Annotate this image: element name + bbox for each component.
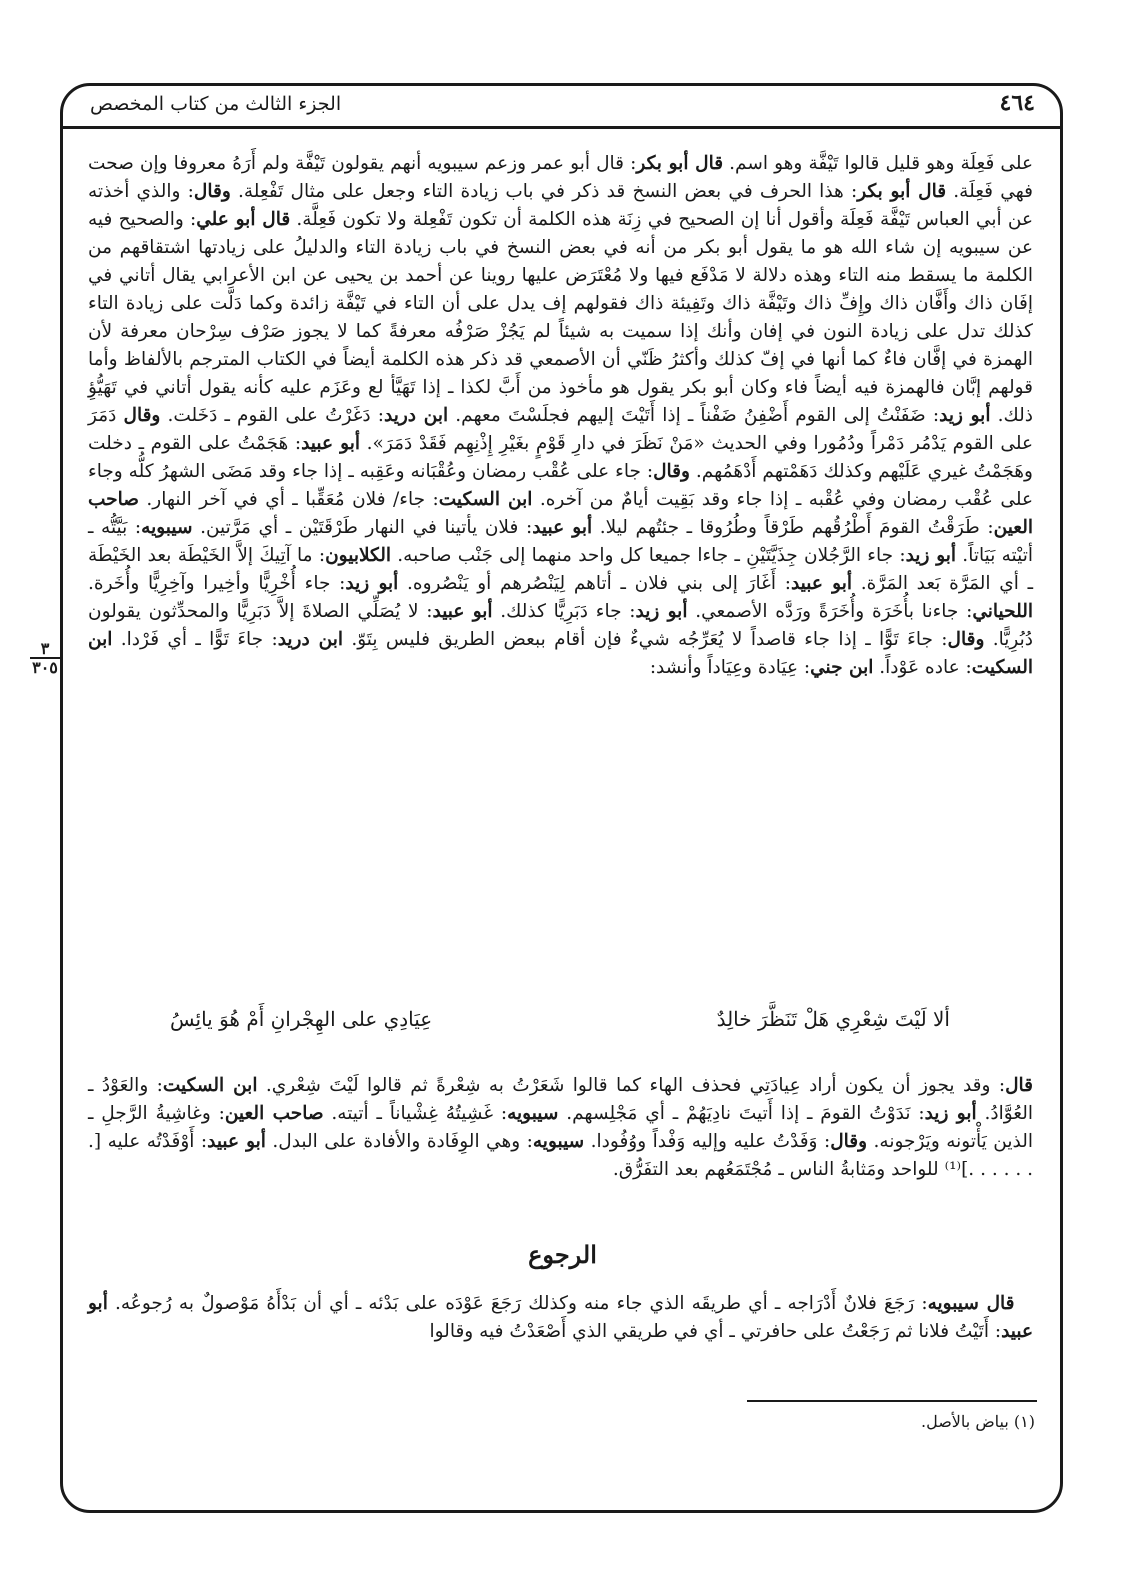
body-paragraph-3: قال سيبويه: رَجَعَ فلانٌ أَدْرَاجه ـ أي طريقَه الذي جاء منه وكذلك رَجَعَ عَوْدَه على بَدْئه ـ أي أن بَدْأَهُ مَوْصولٌ به رُجوعُه. أبو عبيد: أَتَيْتُ فلانا ثم رَجَعْتُ على حافرتي ـ أي في طريقي الذي أَصْعَدْتُ فيه وقالوا xyxy=(88,1293,1033,1342)
margin-ref-volume: ٣ xyxy=(30,640,60,659)
poetry-verse xyxy=(170,1007,950,1031)
page-number: ٤٦٤ xyxy=(999,90,1035,116)
verse-first-hemistich: ألا لَيْتَ شِعْرِي هَلْ تَنَظَّرَ خالِدٌ xyxy=(716,1007,950,1031)
running-title: الجزء الثالث من كتاب المخصص xyxy=(90,93,342,115)
section-heading: الرجوع xyxy=(528,1240,597,1269)
margin-reference xyxy=(30,640,60,676)
verse-second-hemistich: عِيَادِي على الهِجْرانِ أَمْ هُوَ يائِسُ xyxy=(170,1007,433,1031)
margin-ref-page: ٣٠٥ xyxy=(32,658,58,677)
body-paragraph-2: قال: وقد يجوز أن يكون أراد عِيادَتِي فحذف الهاء كما قالوا شَعَرْتُ به شِعْرةً ثم قالوا لَيْتَ شِعْري. ابن السكيت: والعَوْدُ ـ العُوَّادُ. أبو زيد: نَدَوْتُ القومَ ـ إذا أَتيتَ نادِيَهُمْ ـ أي مَجْلِسهم. سيبويه: غَشِيتُهُ غِشْياناً ـ أتيته. صاحب العين: وغاشِيةُ الرَّجلِ ـ الذين يَأْتونه ويَرْجونه. وقال: وَفَدْتُ عليه وإليه وَفْداً ووُفُودا. سيبويه: وهي الوِفَادة والأفادة على البدل. أبو عبيد: أَوْفَدْتُه عليه [. . . . . . .]⁽¹⁾ للواحد ومَثابةُ الناس ـ مُجْتَمَعُهم بعد التفَرُّق. xyxy=(88,1075,1033,1180)
header-rule xyxy=(60,126,1063,129)
footnote-rule xyxy=(747,1400,1037,1402)
body-paragraph-1: على فَعِلَة وهو قليل قالوا تَيْفَّة وهو اسم. قال أبو بكر: قال أبو عمر وزعم سيبويه أنهم يقولون تَيْفَّة ولم أَرَهُ معروفا وإن صحت فهي فَعِلَة. قال أبو بكر: هذا الحرف في بعض النسخ قد ذكر في باب زيادة التاء وجعل على مثال تَفْعِلة. وقال: والذي أخذته عن أبي العباس تَيْفَّة فَعِلَة وأقول أنا إن الصحيح في زِنَة هذه الكلمة أن تكون تَفْعِلة ولا تكون فَعِلَّة. قال أبو علي: والصحيح فيه عن سيبويه إن شاء الله هو ما يقول أبو بكر من أنه في بعض النسخ في باب زيادة التاء والدليلُ على زيادتها اشتقاقهم من الكلمة ما يسقط منه التاء وهذه دلالة لا مَدْفَع فيها ولا مُعْتَرَض عليها روينا عن أحمد بن يحيى عن ابن الأعرابي يقال أتاني في إفَان ذاك وأَفَّان ذاك وإِفِّ ذاك وتَيْفَّة ذاك وتَفِيئة ذاك فقولهم إف يدل على أن التاء في تَيْفَّة زائدة وكما دَلَّت على زيادة التاء كذلك تدل على زيادة النون في إفان وأنك إذا سميت به شيئاً لم يَجُزْ صَرْفُه معرفةً كما لا يجوز صَرْف سِرْحان معرفة لأن الهمزة في إفَّان فاءٌ كما أنها في إفّ كذلك وأكثرُ ظَنّي أن الأصمعي قد ذكر هذه الكلمة أيضاً في الكتاب المترجم بالألفاظ وأما قولهم إبَّان فالهمزة فيه أيضاً فاء وكان أبو بكر يقول هو مأخوذ من أَبَّ لكذا ـ إذا تَهَيَّأ لع وعَزَم عليه كأنه يقول أتاني في تَهَيُّؤِ ذلك. أبو زيد: ضَفَنْتُ إلى القوم أَضْفِنُ ضَفْناً ـ إذا أَتَيْتَ إليهم فجلَسْتَ معهم. ابن دريد: دَغَرْتُ على القوم ـ دَخَلت. وقال دَمَرَ على القوم يَدْمُر دَمْراً ودُمُورا وفي الحديث «مَنْ نَظَرَ في دارِ قَوْمٍ بغَيْرِ إِذْنِهِم فَقَدْ دَمَرَ». أبو عبيد: هَجَمْتُ على القوم ـ دخلت وهَجَمْتُ غيري عَلَيْهم وكذلك دَهَمْتهم أَدْهَمُهم. وقال: جاء على عُقْب رمضان وعُقْبَانه وعَقِبه ـ إذا جاء وقد مَضَى الشهرُ كلُّه وجاء على عُقْب رمضان وفي عُقْبه ـ إذا جاء وقد بَقِيت أيامٌ من آخره. ابن السكيت: جاء/ فلان مُعَقِّبا ـ أي في آخر النهار. صاحب العين: طَرَقْتُ القومَ أَطْرُقُهم طَرْقاً وطُرُوقا ـ جئتُهم ليلا. أبو عبيد: فلان يأتينا في النهار طَرْقَتَيْن ـ أي مَرَّتين. سيبويه: بَيَّتُّه ـ أتيْته بَيَاتاً. أبو زيد: جاء الرَّجُلان جِذَيَّتَيْنِ ـ جاءا جميعا كل واحد منهما إلى جَنْب صاحبه. الكلابيون: ما آتِيكَ إلاَّ الخَيْطَة بعد الخَيْطَة ـ أي المَرَّة بَعد المَرَّة. أبو عبيد: أَغَارَ إلى بني فلان ـ أتاهم لِيَنْصُرهم أو يَنْصُروه. أبو زيد: جاء أُخْرِيًّا وأخِيرا وآخِرِيًّا وأُخَرة. اللحياني: جاءنا بأُخَرَة وأُخَرَةً ورَدَّه الأصمعي. أبو زيد: جاء دَبَرِيًّا كذلك. أبو عبيد: لا يُصَلِّي الصلاةَ إلاَّ دَبَرِيًّا والمحدِّثون يقولون دُبُرِيًّا. وقال: جاءَ تَوًّا ـ إذا جاء قاصداً لا يُعَرِّجُه شيءٌ فإن أقام ببعض الطريق فليس بِتَوّ. ابن دريد: جاءَ تَوًّا ـ أي فَرْدا. ابن السكيت: عاده عَوْداً. ابن جني: عِيَادة وعِيَاداً وأنشد: xyxy=(88,153,1034,678)
footnote: (١) بياض بالأصل. xyxy=(921,1412,1035,1431)
